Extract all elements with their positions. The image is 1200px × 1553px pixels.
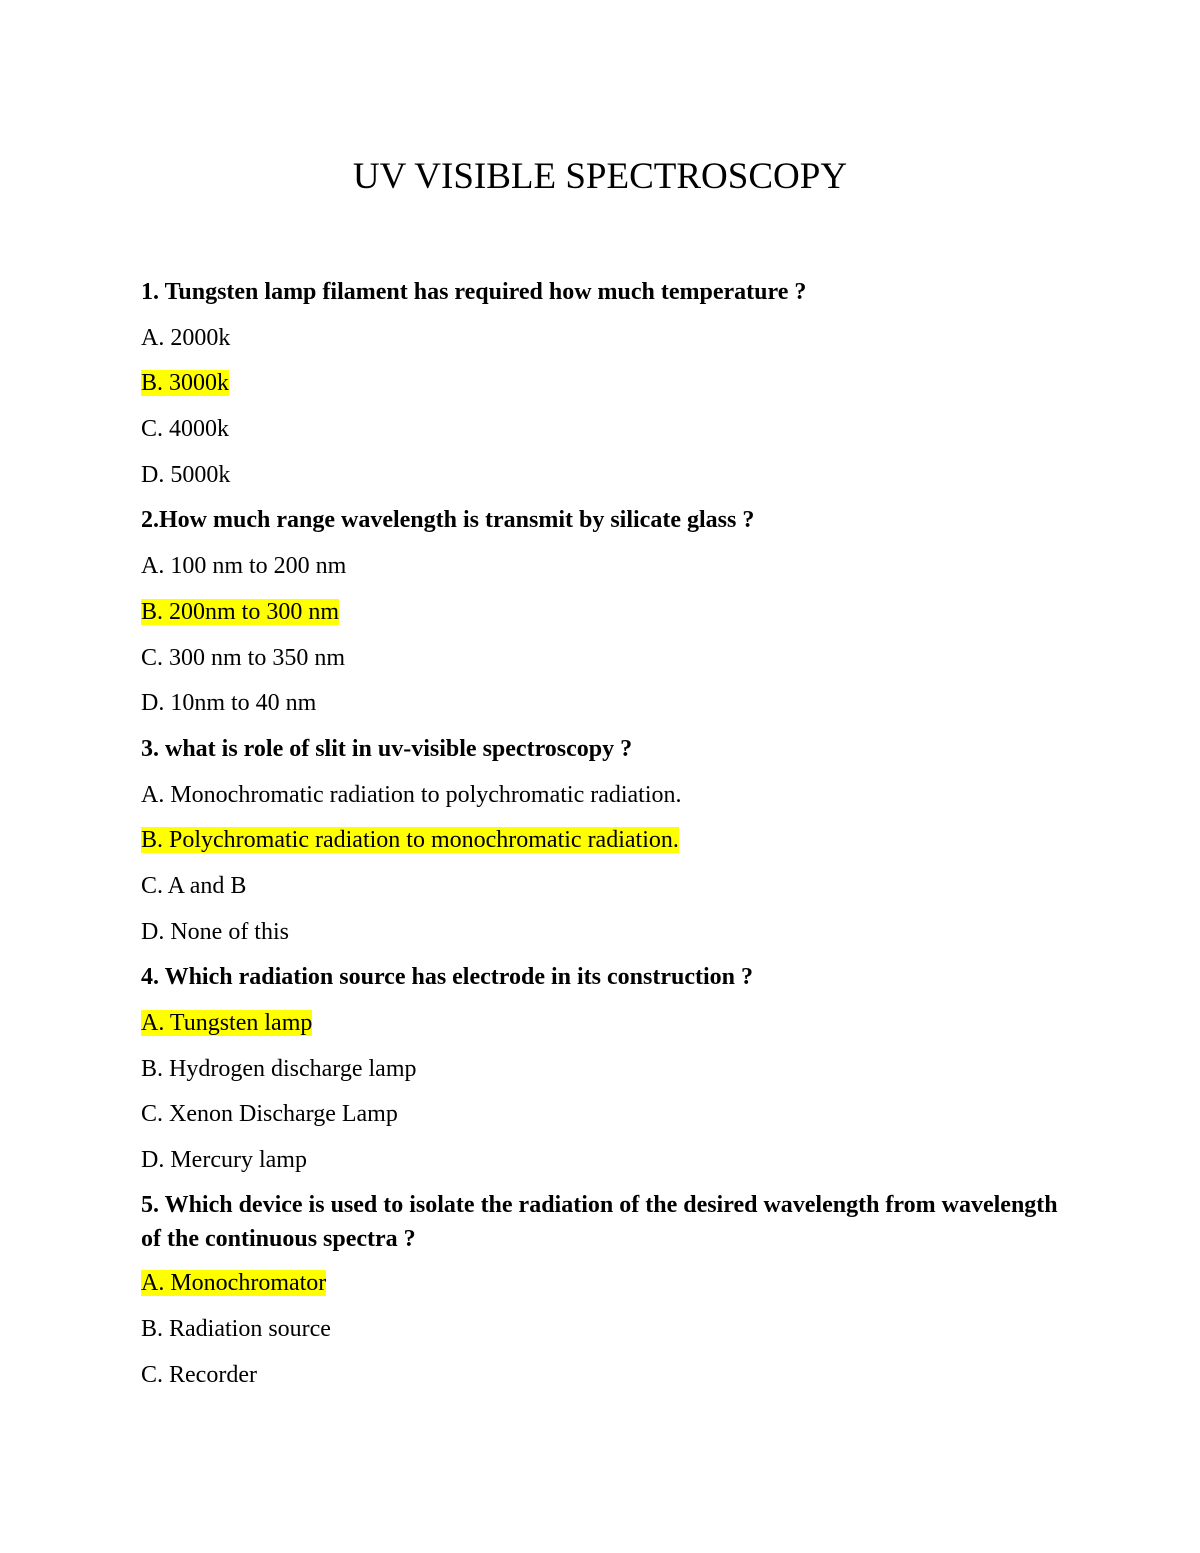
option-text: A. Monochromatic radiation to polychromatic radiation.: [141, 781, 682, 808]
option-4d: [141, 1142, 1061, 1178]
option-1a: [141, 320, 1061, 356]
option-text: C. 300 nm to 350 nm: [141, 644, 346, 671]
option-2c: [141, 640, 1061, 676]
question-2: 2.How much range wavelength is transmit by silicate glass ?: [141, 507, 755, 534]
option-text-highlighted: B. Polychromatic radiation to monochromatic radiation.: [141, 827, 679, 854]
option-3b: [141, 822, 1061, 858]
option-4c: [141, 1096, 1061, 1132]
option-text: C. Recorder: [141, 1361, 257, 1388]
option-2d: [141, 685, 1061, 721]
option-2a: [141, 548, 1061, 584]
question-3: 3. what is role of slit in uv-visible spectroscopy ?: [141, 735, 633, 762]
option-text: A. 100 nm to 200 nm: [141, 553, 347, 580]
option-text: B. Radiation source: [141, 1316, 331, 1343]
question-list: [141, 274, 1061, 1403]
option-text: C. 4000k: [141, 416, 230, 443]
option-1b: [141, 365, 1061, 401]
option-1c: [141, 411, 1061, 447]
option-text: B. Hydrogen discharge lamp: [141, 1055, 417, 1082]
option-text: D. 5000k: [141, 461, 231, 488]
option-4a: [141, 1005, 1061, 1041]
option-text-highlighted: B. 200nm to 300 nm: [141, 598, 340, 625]
option-1d: [141, 457, 1061, 493]
question-4: 4. Which radiation source has electrode in its construction ?: [141, 964, 753, 991]
option-text: D. 10nm to 40 nm: [141, 690, 317, 717]
option-3a: [141, 777, 1061, 813]
option-text-highlighted: B. 3000k: [141, 370, 230, 397]
option-text-highlighted: A. Monochromator: [141, 1270, 327, 1297]
page-title: UV VISIBLE SPECTROSCOPY: [352, 156, 848, 197]
option-text: D. Mercury lamp: [141, 1147, 307, 1174]
option-4b: [141, 1051, 1061, 1087]
option-2b: [141, 594, 1061, 630]
option-text: A. 2000k: [141, 324, 231, 351]
question-5: 5. Which device is used to isolate the radiation of the desired wavelength from wavelength of the continuous spectra ?: [141, 1191, 1058, 1252]
option-text: D. None of this: [141, 918, 289, 945]
question-1: 1. Tungsten lamp filament has required how much temperature ?: [141, 279, 807, 305]
option-3d: [141, 914, 1061, 950]
option-3c: [141, 868, 1061, 904]
option-5b: [141, 1311, 1061, 1347]
option-text: C. Xenon Discharge Lamp: [141, 1101, 398, 1128]
option-5a: [141, 1265, 1061, 1301]
option-text-highlighted: A. Tungsten lamp: [141, 1010, 313, 1036]
option-text: C. A and B: [141, 872, 247, 899]
option-5c: [141, 1357, 1061, 1393]
